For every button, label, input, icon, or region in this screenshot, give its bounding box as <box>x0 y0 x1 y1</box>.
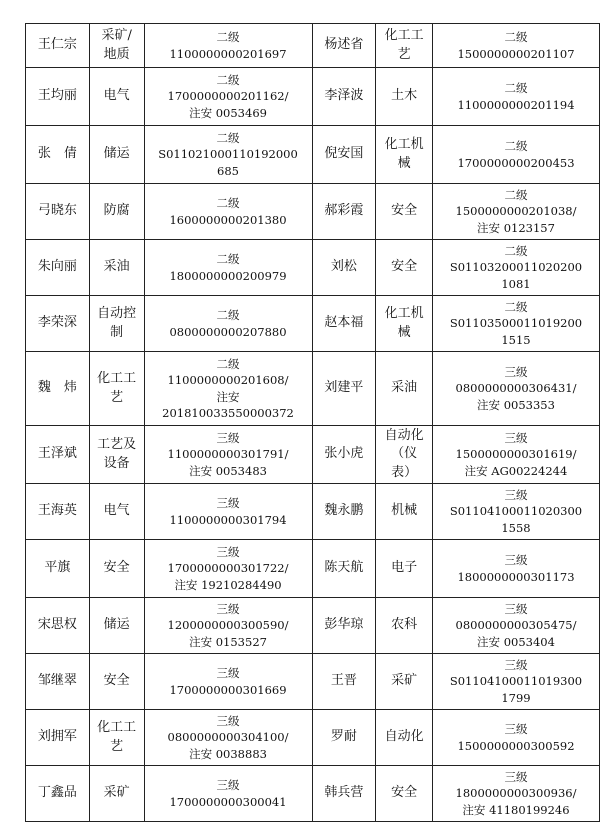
person-name-cell: 魏 炜 <box>26 352 90 426</box>
table-row <box>26 240 600 296</box>
person-name-cell: 刘松 <box>312 240 376 296</box>
certificate-cell: 三级 1500000000300592 <box>432 710 599 766</box>
table-row <box>26 126 600 184</box>
major-cell: 安全 <box>376 184 433 240</box>
person-name-cell: 张小虎 <box>312 426 376 484</box>
certificate-cell: 三级 0800000000304100/ 注安 0038883 <box>144 710 312 766</box>
certificate-cell: 三级 1500000000301619/ 注安 AG00224244 <box>432 426 599 484</box>
certificate-cell: 二级 1100000000201697 <box>144 24 312 68</box>
table-row <box>26 598 600 654</box>
major-cell: 采矿 <box>89 766 144 822</box>
person-name-cell: 弓晓东 <box>26 184 90 240</box>
major-cell: 防腐 <box>89 184 144 240</box>
table-row <box>26 654 600 710</box>
table-row <box>26 184 600 240</box>
table-row <box>26 710 600 766</box>
major-cell: 机械 <box>376 484 433 540</box>
certificate-cell: 二级 1700000000201162/ 注安 0053469 <box>144 68 312 126</box>
major-cell: 电子 <box>376 540 433 598</box>
person-name-cell: 丁鑫品 <box>26 766 90 822</box>
certificate-cell: 三级 S01104100011019300 1799 <box>432 654 599 710</box>
person-name-cell: 刘建平 <box>312 352 376 426</box>
major-cell: 电气 <box>89 484 144 540</box>
major-cell: 农科 <box>376 598 433 654</box>
table-row <box>26 766 600 822</box>
person-name-cell: 王泽斌 <box>26 426 90 484</box>
certificate-cell: 三级 S01104100011020300 1558 <box>432 484 599 540</box>
major-cell: 化工机 械 <box>376 296 433 352</box>
certificate-cell: 三级 1700000000301722/ 注安 19210284490 <box>144 540 312 598</box>
major-cell: 储运 <box>89 598 144 654</box>
table-row <box>26 352 600 426</box>
certificate-cell: 二级 1100000000201194 <box>432 68 599 126</box>
certificate-cell: 三级 0800000000306431/ 注安 0053353 <box>432 352 599 426</box>
table-row <box>26 68 600 126</box>
certificate-cell: 二级 1500000000201038/ 注安 0123157 <box>432 184 599 240</box>
person-name-cell: 倪安国 <box>312 126 376 184</box>
major-cell: 土木 <box>376 68 433 126</box>
table-row <box>26 484 600 540</box>
table-body <box>26 24 600 822</box>
certificate-cell: 二级 1700000000200453 <box>432 126 599 184</box>
certificate-cell: 三级 1700000000300041 <box>144 766 312 822</box>
certificate-cell: 三级 1800000000300936/ 注安 41180199246 <box>432 766 599 822</box>
major-cell: 自动化 （仪 表） <box>376 426 433 484</box>
person-name-cell: 张 倩 <box>26 126 90 184</box>
person-name-cell: 魏永鹏 <box>312 484 376 540</box>
table-row <box>26 24 600 68</box>
person-name-cell: 李泽波 <box>312 68 376 126</box>
table-row <box>26 540 600 598</box>
certificate-cell: 三级 1700000000301669 <box>144 654 312 710</box>
person-name-cell: 郝彩霞 <box>312 184 376 240</box>
major-cell: 储运 <box>89 126 144 184</box>
person-name-cell: 王均丽 <box>26 68 90 126</box>
person-name-cell: 罗耐 <box>312 710 376 766</box>
personnel-certificate-table <box>25 23 600 822</box>
major-cell: 化工工 艺 <box>89 710 144 766</box>
person-name-cell: 朱向丽 <box>26 240 90 296</box>
certificate-cell: 二级 1100000000201608/ 注安 201810033550000372 <box>144 352 312 426</box>
person-name-cell: 宋思权 <box>26 598 90 654</box>
major-cell: 工艺及 设备 <box>89 426 144 484</box>
major-cell: 采油 <box>376 352 433 426</box>
certificate-cell: 二级 0800000000207880 <box>144 296 312 352</box>
major-cell: 电气 <box>89 68 144 126</box>
person-name-cell: 杨述省 <box>312 24 376 68</box>
certificate-cell: 二级 S01103200011020200 1081 <box>432 240 599 296</box>
major-cell: 采矿/ 地质 <box>89 24 144 68</box>
certificate-cell: 二级 1600000000201380 <box>144 184 312 240</box>
major-cell: 采矿 <box>376 654 433 710</box>
major-cell: 安全 <box>89 654 144 710</box>
person-name-cell: 王晋 <box>312 654 376 710</box>
person-name-cell: 李荣深 <box>26 296 90 352</box>
certificate-cell: 三级 1100000000301794 <box>144 484 312 540</box>
person-name-cell: 陈天航 <box>312 540 376 598</box>
person-name-cell: 赵本福 <box>312 296 376 352</box>
person-name-cell: 韩兵营 <box>312 766 376 822</box>
person-name-cell: 王仁宗 <box>26 24 90 68</box>
major-cell: 安全 <box>89 540 144 598</box>
person-name-cell: 平旗 <box>26 540 90 598</box>
major-cell: 安全 <box>376 240 433 296</box>
table-row <box>26 296 600 352</box>
certificate-cell: 三级 0800000000305475/ 注安 0053404 <box>432 598 599 654</box>
major-cell: 采油 <box>89 240 144 296</box>
major-cell: 安全 <box>376 766 433 822</box>
certificate-cell: 三级 1200000000300590/ 注安 0153527 <box>144 598 312 654</box>
major-cell: 自动化 <box>376 710 433 766</box>
person-name-cell: 刘拥军 <box>26 710 90 766</box>
certificate-cell: 三级 1100000000301791/ 注安 0053483 <box>144 426 312 484</box>
major-cell: 化工机 械 <box>376 126 433 184</box>
major-cell: 化工工 艺 <box>89 352 144 426</box>
certificate-cell: 二级 1500000000201107 <box>432 24 599 68</box>
certificate-cell: 二级 S01103500011019200 1515 <box>432 296 599 352</box>
major-cell: 自动控 制 <box>89 296 144 352</box>
person-name-cell: 彭华琼 <box>312 598 376 654</box>
person-name-cell: 邹继翠 <box>26 654 90 710</box>
person-name-cell: 王海英 <box>26 484 90 540</box>
certificate-cell: 二级 S011021000110192000 685 <box>144 126 312 184</box>
certificate-cell: 二级 1800000000200979 <box>144 240 312 296</box>
table-row <box>26 426 600 484</box>
major-cell: 化工工 艺 <box>376 24 433 68</box>
certificate-cell: 三级 1800000000301173 <box>432 540 599 598</box>
